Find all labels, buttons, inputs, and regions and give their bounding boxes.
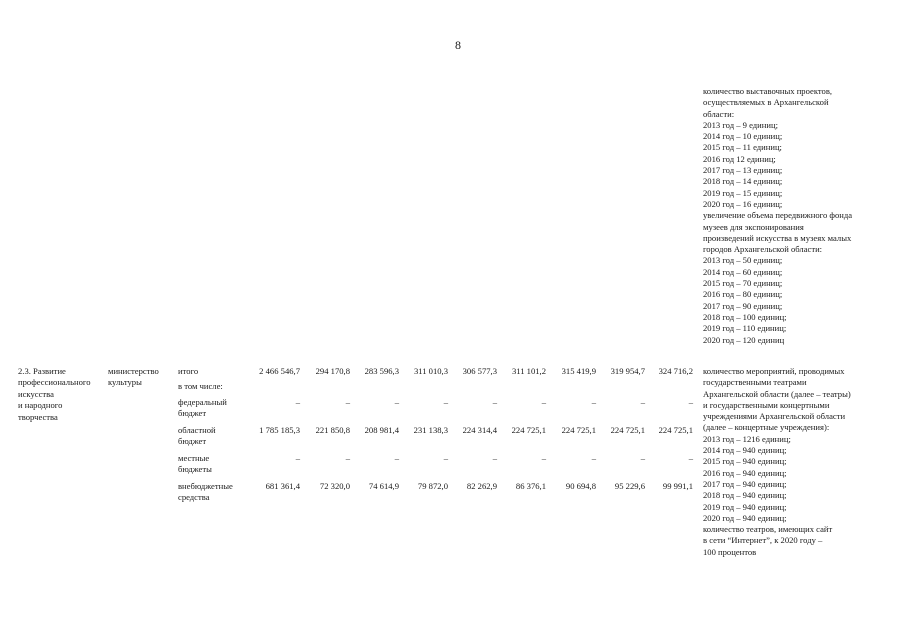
- indicator-line: городов Архангельской области:: [703, 244, 823, 255]
- cell-value: 294 170,8: [315, 366, 350, 376]
- cell-value: –: [295, 453, 300, 463]
- indicator-line: 2016 год – 940 единиц;: [703, 467, 787, 478]
- indicator-line: осуществляемых в Архангельской: [703, 97, 829, 108]
- executor: [108, 366, 159, 389]
- indicator-line: 2018 год – 940 единиц;: [703, 490, 787, 501]
- cell-value: 2 466 546,7: [259, 366, 300, 376]
- indicator-line: количество выставочных проектов,: [703, 86, 833, 96]
- cell-value: 95 229,6: [614, 481, 645, 491]
- indicator-line: 2020 год – 16 единиц;: [703, 198, 783, 209]
- cell-value: 79 872,0: [417, 481, 448, 491]
- indicator-line: 2017 год – 13 единиц;: [703, 165, 783, 176]
- top-indicators: [703, 86, 852, 346]
- cell-value: –: [541, 453, 546, 463]
- indicator-line: 2017 год – 940 единиц;: [703, 478, 787, 489]
- cell-value: 324 716,2: [658, 366, 693, 376]
- indicator-line: 2013 год – 9 единиц;: [703, 119, 778, 130]
- indicator-line: 2015 год – 11 единиц;: [703, 142, 782, 153]
- row-label-line: местные: [178, 453, 210, 463]
- indicator-line: и государственными концертными: [703, 399, 830, 410]
- indicator-line: 2019 год – 15 единиц;: [703, 187, 783, 198]
- row-label: [178, 397, 227, 420]
- row-label-line: бюджеты: [178, 464, 212, 475]
- row-label-line: бюджет: [178, 436, 207, 447]
- cell-value: 224 725,1: [658, 425, 693, 435]
- cell-value: 315 419,9: [561, 366, 596, 376]
- row-label: [178, 453, 212, 476]
- indicator-line: 2020 год – 940 единиц;: [703, 512, 787, 523]
- cell-value: 224 725,1: [561, 425, 596, 435]
- section-title: [18, 366, 91, 423]
- cell-value: 90 694,8: [565, 481, 596, 491]
- row-label: [178, 481, 233, 504]
- cell-value: 311 010,3: [413, 366, 448, 376]
- indicator-line: 2014 год – 10 единиц;: [703, 131, 783, 142]
- cell-value: –: [640, 453, 645, 463]
- indicator-line: 2013 год – 50 единиц;: [703, 255, 783, 266]
- section-title-line: творчества: [18, 411, 58, 422]
- cell-value: –: [492, 397, 497, 407]
- executor-line: культуры: [108, 377, 142, 388]
- row-label-line: бюджет: [178, 408, 207, 419]
- cell-value: –: [591, 453, 596, 463]
- indicator-line: 2015 год – 940 единиц;: [703, 456, 787, 467]
- indicator-line: 2019 год – 110 единиц;: [703, 323, 787, 334]
- indicator-line: увеличение объема передвижного фонда: [703, 210, 853, 221]
- cell-value: 99 991,1: [662, 481, 693, 491]
- cell-value: –: [345, 453, 350, 463]
- cell-value: 306 577,3: [462, 366, 497, 376]
- indicator-line: 2016 год – 80 единиц;: [703, 289, 783, 300]
- indicator-line: 2018 год – 100 единиц;: [703, 311, 787, 322]
- cell-value: 224 314,4: [462, 425, 497, 435]
- indicator-line: произведений искусства в музеях малых: [703, 232, 852, 243]
- row-label: [178, 381, 223, 392]
- indicator-line: количество мероприятий, проводимых: [703, 366, 845, 376]
- cell-value: –: [688, 397, 693, 407]
- indicator-line: музеев для экспонирования: [703, 221, 804, 232]
- cell-value: 224 725,1: [610, 425, 645, 435]
- row-label-line: в том числе:: [178, 381, 223, 391]
- row-label-line: средства: [178, 492, 210, 503]
- indicator-line: 2019 год – 940 единиц;: [703, 501, 787, 512]
- indicator-line: Архангельской области (далее – театры): [703, 388, 851, 399]
- indicator-line: 2018 год – 14 единиц;: [703, 176, 783, 187]
- cell-value: –: [591, 397, 596, 407]
- row-label-line: итого: [178, 366, 199, 376]
- row-label-line: федеральный: [178, 397, 227, 407]
- indicator-line: 2014 год – 60 единиц;: [703, 266, 783, 277]
- indicator-line: 2013 год – 1216 единиц;: [703, 433, 791, 444]
- executor-line: министерство: [108, 366, 159, 376]
- cell-value: –: [541, 397, 546, 407]
- indicator-line: области:: [703, 108, 735, 119]
- indicator-line: в сети “Интернет”, к 2020 году –: [703, 535, 823, 546]
- row-label: [178, 366, 198, 377]
- cell-value: 221 850,8: [315, 425, 350, 435]
- section-title-line: 2.3. Развитие: [18, 366, 66, 376]
- page-number: 8: [455, 38, 461, 52]
- indicator-line: 2014 год – 940 единиц;: [703, 445, 787, 456]
- row-label-line: областной: [178, 425, 216, 435]
- section-title-line: и народного: [18, 400, 63, 411]
- indicator-line: 2020 год – 120 единиц: [703, 334, 785, 345]
- cell-value: –: [443, 397, 448, 407]
- cell-value: 208 981,4: [364, 425, 399, 435]
- indicator-line: учреждениями Архангельской области: [703, 411, 846, 422]
- cell-value: –: [688, 453, 693, 463]
- cell-value: –: [443, 453, 448, 463]
- indicator-line: (далее – концертные учреждения):: [703, 422, 830, 433]
- cell-value: 283 596,3: [364, 366, 399, 376]
- cell-value: 224 725,1: [511, 425, 546, 435]
- cell-value: 72 320,0: [319, 481, 350, 491]
- indicator-line: 2016 год 12 единиц;: [703, 153, 776, 164]
- cell-value: –: [394, 453, 399, 463]
- indicator-line: 2017 год – 90 единиц;: [703, 300, 783, 311]
- cell-value: 311 101,2: [511, 366, 546, 376]
- cell-value: 82 262,9: [466, 481, 497, 491]
- section-indicators: [703, 366, 851, 558]
- cell-value: –: [295, 397, 300, 407]
- indicator-line: 2015 год – 70 единиц;: [703, 278, 783, 289]
- indicator-line: государственными театрами: [703, 377, 807, 388]
- indicator-line: 100 процентов: [703, 546, 757, 557]
- cell-value: –: [640, 397, 645, 407]
- cell-value: –: [492, 453, 497, 463]
- row-label-line: внебюджетные: [178, 481, 233, 491]
- cell-value: –: [345, 397, 350, 407]
- indicator-line: количество театров, имеющих сайт: [703, 524, 833, 535]
- cell-value: 681 361,4: [265, 481, 300, 491]
- cell-value: 1 785 185,3: [259, 425, 300, 435]
- row-label: [178, 425, 216, 448]
- section-title-line: искусства: [18, 388, 54, 399]
- cell-value: 319 954,7: [610, 366, 645, 376]
- section-title-line: профессионального: [18, 377, 91, 388]
- cell-value: –: [394, 397, 399, 407]
- cell-value: 86 376,1: [515, 481, 546, 491]
- cell-value: 231 138,3: [413, 425, 448, 435]
- cell-value: 74 614,9: [368, 481, 399, 491]
